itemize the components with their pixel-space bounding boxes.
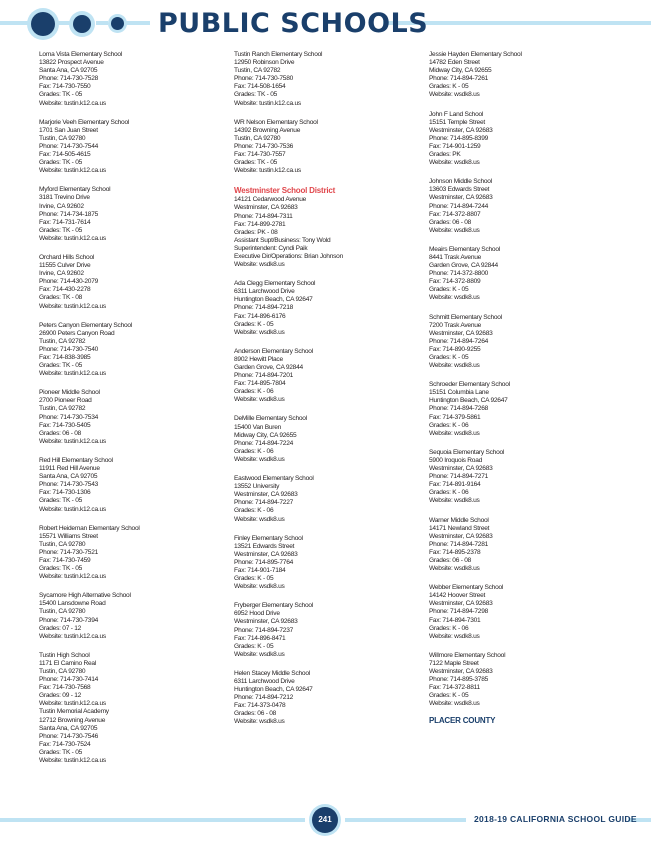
school-detail-line: Phone: 714-730-7540 xyxy=(39,345,99,353)
school-name: Ada Clegg Elementary School xyxy=(234,280,316,288)
school-detail-line: Grades: TK - 05 xyxy=(234,159,278,167)
school-detail-line: Fax: 714-895-7804 xyxy=(234,380,286,388)
school-detail-line: Fax: 714-730-7459 xyxy=(39,556,91,564)
school-detail-line: Website: wsdk8.us xyxy=(429,429,480,437)
header-rule-segment xyxy=(96,21,108,25)
school-detail-line: Fax: 714-731-7614 xyxy=(39,218,91,226)
school-detail-line: Phone: 714-895-7764 xyxy=(234,558,294,566)
school-detail-line: Website: wsdk8.us xyxy=(429,497,480,505)
school-detail-line: Westminster, CA 92683 xyxy=(429,126,493,134)
school-detail-line: Tustin, CA 92780 xyxy=(234,134,281,142)
school-detail-line: Phone: 714-730-7394 xyxy=(39,616,99,624)
header-dot-small xyxy=(111,17,124,30)
school-detail-line: 6311 Larchwood Drive xyxy=(234,678,295,685)
school-detail-line: Phone: 714-734-1875 xyxy=(39,210,99,218)
school-detail-line: Website: wsdk8.us xyxy=(234,718,285,726)
school-detail-line: Website: tustin.k12.ca.us xyxy=(39,167,106,175)
school-detail-line: Huntington Beach, CA 92647 xyxy=(234,296,313,304)
school-detail-line: Westminster, CA 92683 xyxy=(429,600,493,608)
school-detail-line: Phone: 714-730-7580 xyxy=(234,75,294,83)
school-entry xyxy=(39,525,239,582)
school-detail-line: 14392 Browning Avenue xyxy=(234,126,301,134)
school-detail-line: Westminster, CA 92683 xyxy=(234,550,298,558)
school-detail-line: Website: wsdk8.us xyxy=(234,650,285,658)
school-detail-line: 7122 Maple Street xyxy=(429,659,479,667)
school-detail-line: Grades: 06 - 08 xyxy=(39,429,82,437)
directory-column-3 xyxy=(429,51,629,726)
school-entry xyxy=(429,51,629,100)
school-detail-line: Westminster, CA 92683 xyxy=(429,532,493,540)
school-detail-line: Grades: TK - 05 xyxy=(39,91,83,99)
school-entry xyxy=(39,254,239,311)
school-name: Sequoia Elementary School xyxy=(429,448,505,456)
school-detail-line: Phone: 714-730-7546 xyxy=(39,732,99,740)
school-detail-line: Phone: 714-894-7237 xyxy=(234,626,294,634)
school-detail-line: Grades: TK - 05 xyxy=(234,91,278,99)
school-detail-line: Phone: 714-894-7244 xyxy=(429,202,489,210)
school-detail-line: Grades: K - 05 xyxy=(429,692,469,700)
school-detail-line: Website: tustin.k12.ca.us xyxy=(39,632,106,640)
school-detail-line: Tustin, CA 92782 xyxy=(39,337,86,345)
school-detail-line: Tustin Memorial Academy xyxy=(39,708,109,716)
school-detail-line: Grades: TK - 08 xyxy=(39,294,83,302)
school-detail-line: Santa Ana, CA 92705 xyxy=(39,67,98,75)
school-detail-line: Assistant Supt/Business: Tony Wold xyxy=(234,236,331,244)
school-entry xyxy=(234,670,434,727)
school-detail-line: Grades: K - 06 xyxy=(234,447,274,455)
school-entry xyxy=(234,535,434,592)
school-name: Tustin Ranch Elementary School xyxy=(234,51,323,58)
school-detail-line: Website: wsdk8.us xyxy=(429,565,480,573)
school-detail-line: Fax: 714-372-8807 xyxy=(429,210,481,218)
school-detail-line: 5900 Iroquois Road xyxy=(429,456,483,464)
school-detail-line: Phone: 714-894-7264 xyxy=(429,337,489,345)
school-detail-line: Phone: 714-730-7534 xyxy=(39,413,99,421)
school-detail-line: 14142 Hoover Street xyxy=(429,592,486,600)
school-entry xyxy=(234,348,434,405)
school-detail-line: Grades: K - 05 xyxy=(429,354,469,361)
school-detail-line: Fax: 714-890-9255 xyxy=(429,345,481,353)
school-name: Peters Canyon Elementary School xyxy=(39,321,133,329)
school-detail-line: Phone: 714-894-7281 xyxy=(429,540,489,548)
school-detail-line: Tustin, CA 92780 xyxy=(39,540,86,548)
school-entry xyxy=(39,119,239,176)
school-detail-line: Phone: 714-894-7218 xyxy=(234,304,294,312)
school-detail-line: Fax: 714-838-3985 xyxy=(39,354,91,361)
school-detail-line: 14782 Eden Street xyxy=(429,59,480,67)
school-entry xyxy=(429,449,629,506)
school-name: Warner Middle School xyxy=(429,516,489,524)
school-name: Finley Elementary School xyxy=(234,534,303,542)
school-detail-line: Westminster, CA 92683 xyxy=(429,329,493,337)
school-entry xyxy=(234,415,434,464)
school-detail-line: Grades: K - 05 xyxy=(234,642,274,650)
school-name: Meairs Elementary School xyxy=(429,245,500,253)
school-detail-line: Tustin, CA 92780 xyxy=(39,134,86,142)
school-detail-line: Grades: 06 - 08 xyxy=(429,218,472,226)
school-name: Tustin High School xyxy=(39,651,90,659)
school-name: Webber Elementary School xyxy=(429,584,504,592)
school-detail-line: Irvine, CA 92602 xyxy=(39,202,84,210)
school-detail-line: 15571 Williams Street xyxy=(39,532,98,540)
school-detail-line: Santa Ana, CA 92705 xyxy=(39,473,98,481)
school-entry xyxy=(234,51,434,108)
school-detail-line: 12712 Browning Avenue xyxy=(39,716,106,724)
school-detail-line: Phone: 714-730-7543 xyxy=(39,481,99,489)
school-name: Jessie Hayden Elementary School xyxy=(429,51,522,58)
school-detail-line: Westminster, CA 92683 xyxy=(429,465,493,473)
school-detail-line: Grades: K - 06 xyxy=(429,421,469,429)
school-detail-line: Website: wsdk8.us xyxy=(429,700,480,708)
school-name: Pioneer Middle School xyxy=(39,389,100,397)
page-header xyxy=(0,0,651,48)
school-name: Red Hill Elementary School xyxy=(39,456,113,464)
district-name: Westminster School District xyxy=(234,186,336,196)
school-detail-line: Huntington Beach, CA 92647 xyxy=(234,686,313,694)
school-detail-line: Grades: K - 06 xyxy=(429,624,469,632)
school-detail-line: Westminster, CA 92683 xyxy=(429,194,493,202)
directory-column-1 xyxy=(39,51,239,776)
school-detail-line: Grades: K - 05 xyxy=(429,83,469,91)
page-number: 241 xyxy=(312,807,338,833)
school-detail-line: 26900 Peters Canyon Road xyxy=(39,329,115,337)
school-detail-line: Website: wsdk8.us xyxy=(234,455,285,463)
school-detail-line: Website: wsdk8.us xyxy=(429,632,480,640)
school-detail-line: Tustin, CA 92782 xyxy=(234,67,281,75)
school-entry xyxy=(429,178,629,235)
school-detail-line: 13521 Edwards Street xyxy=(234,542,295,550)
school-detail-line: Phone: 714-894-7201 xyxy=(234,372,294,380)
school-entry xyxy=(234,602,434,659)
school-detail-line: Westminster, CA 92683 xyxy=(234,491,298,499)
school-detail-line: Website: tustin.k12.ca.us xyxy=(39,505,106,513)
school-name: Sycamore High Alternative School xyxy=(39,592,131,600)
school-detail-line: Phone: 714-730-7544 xyxy=(39,142,99,150)
school-detail-line: Website: tustin.k12.ca.us xyxy=(39,99,106,107)
school-detail-line: Grades: PK xyxy=(429,151,461,159)
school-detail-line: Grades: TK - 05 xyxy=(39,565,83,573)
school-detail-line: 7200 Trask Avenue xyxy=(429,321,482,329)
school-name: Anderson Elementary School xyxy=(234,347,313,355)
school-detail-line: 11555 Culver Drive xyxy=(39,262,91,270)
guide-title: 2018-19 CALIFORNIA SCHOOL GUIDE xyxy=(474,814,637,824)
school-detail-line: Grades: K - 06 xyxy=(234,388,274,396)
school-detail-line: Phone: 714-894-7261 xyxy=(429,75,489,83)
school-detail-line: Website: wsdk8.us xyxy=(429,226,480,234)
directory-column-2 xyxy=(234,51,434,738)
school-name: John F Land School xyxy=(429,110,484,118)
school-detail-line: Phone: 714-894-7224 xyxy=(234,439,294,447)
school-detail-line: Website: tustin.k12.ca.us xyxy=(39,437,106,445)
header-rule-segment xyxy=(126,21,150,25)
school-detail-line: Website: tustin.k12.ca.us xyxy=(39,370,106,378)
school-detail-line: Grades: K - 06 xyxy=(429,489,469,497)
school-detail-line: 15400 Lansdowne Road xyxy=(39,600,106,608)
school-detail-line: Website: wsdk8.us xyxy=(429,159,480,167)
school-detail-line: 6311 Larchwood Drive xyxy=(234,288,295,296)
school-detail-line: 3181 Trevino Drive xyxy=(39,194,90,202)
school-detail-line: Westminster, CA 92683 xyxy=(429,668,493,675)
school-detail-line: Fax: 714-730-7550 xyxy=(39,83,91,91)
school-detail-line: Superintendent: Cyndi Paik xyxy=(234,244,308,252)
school-detail-line: 12950 Robinson Drive xyxy=(234,59,295,67)
school-detail-line: Phone: 714-730-7414 xyxy=(39,676,99,684)
school-detail-line: Website: wsdk8.us xyxy=(234,515,285,523)
school-entry xyxy=(429,111,629,168)
school-detail-line: Fax: 714-730-7568 xyxy=(39,684,91,692)
school-entry xyxy=(234,119,434,176)
school-detail-line: 15400 Van Buren xyxy=(234,423,282,431)
school-name: WR Nelson Elementary School xyxy=(234,118,318,126)
header-dot-medium xyxy=(73,15,91,33)
school-name: Myford Elementary School xyxy=(39,186,111,194)
school-entry xyxy=(39,457,239,514)
school-detail-line: Huntington Beach, CA 92647 xyxy=(429,397,508,405)
school-detail-line: Grades: K - 05 xyxy=(429,286,469,294)
school-name: Robert Heideman Elementary School xyxy=(39,524,140,532)
school-detail-line: Westminster, CA 92683 xyxy=(234,204,298,212)
school-detail-line: Website: wsdk8.us xyxy=(234,328,285,336)
school-detail-line: Grades: TK - 05 xyxy=(39,497,83,505)
school-entry xyxy=(39,652,239,765)
school-name: Schmitt Elementary School xyxy=(429,313,502,321)
school-name: Orchard Hills School xyxy=(39,253,95,261)
school-entry xyxy=(39,592,239,641)
school-detail-line: Website: tustin.k12.ca.us xyxy=(39,700,106,708)
school-entry xyxy=(429,246,629,303)
school-detail-line: Garden Grove, CA 92844 xyxy=(234,364,303,371)
district-entry xyxy=(234,186,434,269)
footer-rule-left xyxy=(0,818,305,822)
school-entry xyxy=(39,322,239,379)
school-detail-line: Grades: TK - 05 xyxy=(39,159,83,167)
school-detail-line: Phone: 714-894-7227 xyxy=(234,499,294,507)
school-name: Helen Stacey Middle School xyxy=(234,669,310,677)
school-detail-line: Tustin, CA 92780 xyxy=(39,668,86,675)
school-detail-line: 1701 San Juan Street xyxy=(39,126,98,134)
school-detail-line: Grades: TK - 05 xyxy=(39,748,83,756)
school-entry xyxy=(429,314,629,371)
school-detail-line: Website: wsdk8.us xyxy=(429,91,480,99)
school-detail-line: Executive Dir/Operations: Brian Johnson xyxy=(234,252,343,260)
school-detail-line: Website: wsdk8.us xyxy=(429,362,480,370)
school-detail-line: 2700 Pioneer Road xyxy=(39,397,92,405)
school-detail-line: Fax: 714-894-7301 xyxy=(429,616,481,624)
school-entry xyxy=(429,381,629,438)
school-detail-line: Fax: 714-730-7557 xyxy=(234,151,286,159)
school-name: Willmore Elementary School xyxy=(429,651,506,659)
school-name: Fryberger Elementary School xyxy=(234,602,314,610)
school-detail-line: Fax: 714-372-8809 xyxy=(429,278,481,286)
school-entry xyxy=(429,652,629,709)
school-detail-line: Grades: 07 - 12 xyxy=(39,624,82,632)
school-detail-line: Phone: 714-730-7521 xyxy=(39,548,99,556)
school-entry xyxy=(39,389,239,446)
school-detail-line: Website: tustin.k12.ca.us xyxy=(39,234,106,242)
school-entry xyxy=(234,280,434,337)
school-detail-line: 13552 University xyxy=(234,483,280,491)
school-name: DeMille Elementary School xyxy=(234,415,307,423)
school-detail-line: 11911 Red Hill Avenue xyxy=(39,465,100,473)
school-detail-line: Website: wsdk8.us xyxy=(234,261,285,269)
school-detail-line: 6952 Hood Drive xyxy=(234,610,280,618)
school-detail-line: Website: tustin.k12.ca.us xyxy=(39,302,106,310)
school-detail-line: Website: tustin.k12.ca.us xyxy=(234,99,301,107)
school-detail-line: 8902 Hewitt Place xyxy=(234,355,283,363)
school-detail-line: Phone: 714-894-7311 xyxy=(234,212,293,220)
school-detail-line: Garden Grove, CA 92844 xyxy=(429,262,498,270)
school-detail-line: 14171 Newland Street xyxy=(429,524,490,532)
school-detail-line: Irvine, CA 92602 xyxy=(39,270,84,278)
school-detail-line: Fax: 714-896-6176 xyxy=(234,312,286,320)
county-heading: PLACER COUNTY xyxy=(429,716,496,726)
school-detail-line: 14121 Cedarwood Avenue xyxy=(234,196,307,204)
school-detail-line: Phone: 714-430-2079 xyxy=(39,278,99,286)
footer-rule-middle xyxy=(345,818,466,822)
school-detail-line: Grades: TK - 05 xyxy=(39,226,83,234)
school-detail-line: 13822 Prospect Avenue xyxy=(39,59,104,67)
school-entry xyxy=(39,186,239,243)
school-detail-line: 15151 Temple Street xyxy=(429,118,485,126)
school-detail-line: Fax: 714-730-5405 xyxy=(39,421,91,429)
school-detail-line: Grades: 06 - 08 xyxy=(429,556,472,564)
school-detail-line: Midway City, CA 92655 xyxy=(234,431,297,439)
school-detail-line: Grades: 09 - 12 xyxy=(39,692,82,700)
header-dot-large xyxy=(31,12,55,36)
school-detail-line: Phone: 714-730-7528 xyxy=(39,75,99,83)
school-detail-line: Phone: 714-895-3785 xyxy=(429,676,489,684)
school-detail-line: 8441 Trask Avenue xyxy=(429,253,482,261)
school-detail-line: 15151 Columbia Lane xyxy=(429,389,489,397)
school-detail-line: Fax: 714-895-2378 xyxy=(429,548,481,556)
school-detail-line: Phone: 714-894-7212 xyxy=(234,694,294,702)
school-detail-line: Fax: 714-891-9164 xyxy=(429,481,481,489)
school-detail-line: Phone: 714-894-7268 xyxy=(429,405,489,413)
school-detail-line: Grades: K - 05 xyxy=(234,320,274,328)
school-detail-line: Fax: 714-505-4615 xyxy=(39,151,91,159)
school-detail-line: Fax: 714-372-8811 xyxy=(429,684,480,692)
school-detail-line: Grades: 06 - 08 xyxy=(234,710,277,718)
school-name: Johnson Middle School xyxy=(429,178,492,186)
school-entry xyxy=(234,475,434,524)
school-entry xyxy=(429,517,629,574)
school-detail-line: Website: tustin.k12.ca.us xyxy=(39,757,106,765)
school-detail-line: 13603 Edwards Street xyxy=(429,186,490,194)
school-detail-line: Phone: 714-730-7536 xyxy=(234,142,294,150)
school-detail-line: Fax: 714-508-1654 xyxy=(234,83,286,91)
school-name: Schroeder Elementary School xyxy=(429,381,510,389)
school-detail-line: Website: tustin.k12.ca.us xyxy=(39,573,106,581)
school-entry xyxy=(429,584,629,641)
page-footer xyxy=(0,800,651,840)
school-detail-line: Tustin, CA 92782 xyxy=(39,405,86,413)
school-detail-line: Website: wsdk8.us xyxy=(429,294,480,302)
school-detail-line: Grades: K - 06 xyxy=(234,507,274,515)
school-detail-line: Phone: 714-894-7271 xyxy=(429,473,489,481)
school-name: Eastwood Elementary School xyxy=(234,475,314,483)
school-detail-line: Phone: 714-372-8800 xyxy=(429,270,489,278)
school-detail-line: Website: wsdk8.us xyxy=(234,583,285,591)
page-title: PUBLIC SCHOOLS xyxy=(158,8,429,39)
school-detail-line: Midway City, CA 92655 xyxy=(429,67,492,75)
school-name: Loma Vista Elementary School xyxy=(39,51,123,58)
school-detail-line: Fax: 714-430-2278 xyxy=(39,286,91,294)
school-detail-line: Fax: 714-379-5861 xyxy=(429,413,481,421)
school-detail-line: Grades: PK - 08 xyxy=(234,228,278,236)
school-detail-line: Fax: 714-899-2781 xyxy=(234,220,286,228)
school-detail-line: Fax: 714-730-7524 xyxy=(39,740,91,748)
school-detail-line: Fax: 714-730-1306 xyxy=(39,489,91,497)
school-detail-line: Grades: K - 05 xyxy=(234,575,274,583)
school-detail-line: Phone: 714-894-7298 xyxy=(429,608,489,616)
school-detail-line: Tustin, CA 92780 xyxy=(39,608,86,616)
school-detail-line: Fax: 714-901-1259 xyxy=(429,142,481,150)
school-detail-line: Fax: 714-901-7184 xyxy=(234,566,286,574)
school-detail-line: Phone: 714-895-8399 xyxy=(429,134,489,142)
school-entry xyxy=(39,51,239,108)
school-detail-line: 1171 El Camino Real xyxy=(39,659,97,667)
school-detail-line: Fax: 714-896-8471 xyxy=(234,634,286,642)
school-detail-line: Westminster, CA 92683 xyxy=(234,618,298,626)
school-detail-line: Santa Ana, CA 92705 xyxy=(39,724,98,732)
school-detail-line: Grades: TK - 05 xyxy=(39,362,83,370)
school-name: Marjorie Veeh Elementary School xyxy=(39,118,130,126)
school-detail-line: Fax: 714-373-0478 xyxy=(234,702,286,710)
school-detail-line: Website: tustin.k12.ca.us xyxy=(234,167,301,175)
school-detail-line: Website: wsdk8.us xyxy=(234,396,285,404)
